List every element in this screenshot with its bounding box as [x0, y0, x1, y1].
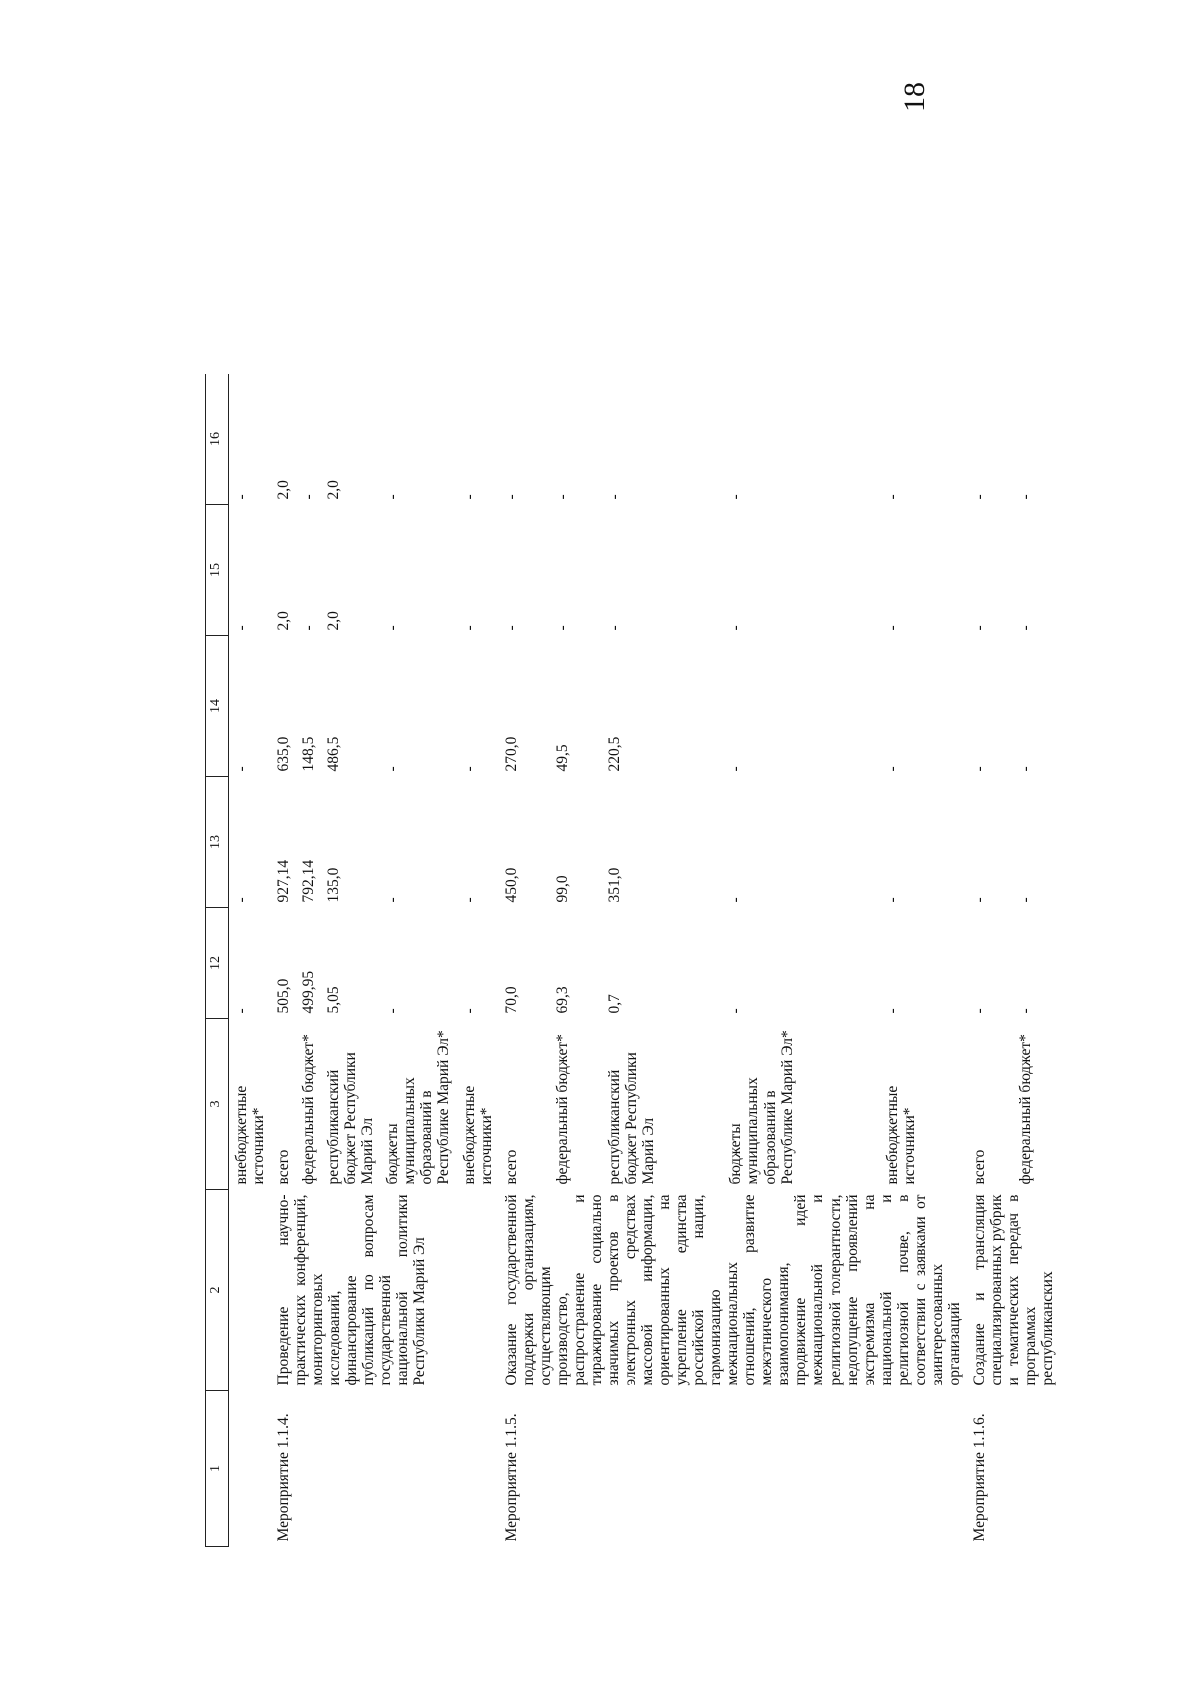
funding-source: бюджеты муниципальных образований в Республике Марий Эл* — [727, 1030, 796, 1185]
activity-code: Мероприятие 1.1.5. — [502, 1413, 520, 1542]
column-header: 2 — [206, 1190, 229, 1391]
value-cell: 2,0 — [275, 611, 293, 631]
value-cell: - — [727, 625, 745, 631]
value-cell: - — [1017, 766, 1035, 772]
value-cell: 351,0 — [605, 867, 623, 903]
column-header: 16 — [206, 374, 229, 505]
value-cell: - — [384, 1008, 402, 1014]
value-cell: 135,0 — [325, 867, 343, 903]
page-number: 18 — [898, 82, 931, 112]
value-cell: - — [233, 494, 250, 500]
funding-source: республиканский бюджет Республики Марий Эл — [605, 1052, 657, 1185]
value-cell: 450,0 — [502, 867, 520, 903]
value-cell: - — [1017, 1008, 1035, 1014]
value-cell: - — [727, 1008, 745, 1014]
value-cell: - — [884, 766, 902, 772]
value-cell: 270,0 — [502, 736, 520, 772]
value-cell: - — [884, 897, 902, 903]
value-cell: - — [727, 897, 745, 903]
funding-source: федеральный бюджет* — [300, 1034, 318, 1185]
funding-source: бюджеты муниципальных образований в Республике Марий Эл* — [384, 1030, 453, 1185]
value-cell: 635,0 — [275, 736, 293, 772]
value-cell: - — [1017, 897, 1035, 903]
value-cell: - — [970, 625, 988, 631]
value-cell: - — [884, 494, 902, 500]
value-cell: 69,3 — [554, 986, 572, 1014]
value-cell: 49,5 — [554, 744, 572, 772]
column-header: 13 — [206, 777, 229, 908]
value-cell: 2,0 — [325, 611, 343, 631]
column-header: 14 — [206, 636, 229, 777]
value-cell: - — [384, 625, 402, 631]
value-cell: - — [233, 1008, 250, 1014]
value-cell: - — [460, 625, 478, 631]
funding-source: федеральный бюджет* — [554, 1034, 572, 1185]
activity-code: Мероприятие 1.1.6. — [970, 1413, 988, 1542]
value-cell: - — [502, 625, 520, 631]
funding-source: республиканский бюджет Республики Марий Эл — [325, 1052, 377, 1185]
funding-source: всего — [970, 1149, 988, 1185]
value-cell: - — [460, 1008, 478, 1014]
value-cell: 792,14 — [300, 859, 318, 903]
value-cell: - — [233, 625, 250, 631]
value-cell: 0,7 — [605, 994, 623, 1014]
value-cell: 505,0 — [275, 978, 293, 1014]
value-cell: 927,14 — [275, 859, 293, 903]
funding-source: федеральный бюджет* — [1017, 1034, 1035, 1185]
value-cell: - — [554, 494, 572, 500]
funding-source: внебюджетные источники* — [233, 1085, 268, 1185]
value-cell: - — [384, 494, 402, 500]
value-cell: - — [233, 766, 250, 772]
table-row — [271, 374, 296, 1547]
value-cell: - — [384, 766, 402, 772]
value-cell: - — [300, 494, 318, 500]
funding-source: внебюджетные источники* — [884, 1085, 919, 1185]
value-cell: 70,0 — [502, 986, 520, 1014]
value-cell: 148,5 — [300, 736, 318, 772]
activity-name: Оказание государственной поддержки организациям, осуществляющим производство, распространение и тиражирование социально значимых проектов в электронных средствах массовой информации, ориентированных на укрепление единства российской нации, гармонизацию межнациональных отношений, развитие межэтнического взаимопонимания, продвижение идей межнациональной и религиозной толерантности, недопущение проявлений экстремизма на национальной и религиозной почве, в соответствии с заявками от заинтересованных организаций — [502, 1194, 963, 1386]
value-cell: - — [727, 766, 745, 772]
value-cell: - — [970, 1008, 988, 1014]
activity-name: Создание и трансляция специализированных рубрик и тематических передач в программах республиканских — [970, 1194, 1057, 1386]
value-cell: - — [605, 625, 623, 631]
table-row — [967, 374, 1014, 1547]
value-cell: 486,5 — [325, 736, 343, 772]
activity-name: Проведение научно-практических конференций, мониторинговых исследований, финансирование публикаций по вопросам государственной национальной политики Республики Марий Эл — [275, 1194, 429, 1386]
funding-source: внебюджетные источники* — [460, 1085, 495, 1185]
value-cell: - — [970, 766, 988, 772]
value-cell: 99,0 — [554, 875, 572, 903]
value-cell: - — [384, 897, 402, 903]
value-cell: 2,0 — [325, 480, 343, 500]
value-cell: - — [460, 766, 478, 772]
column-header: 15 — [206, 505, 229, 636]
value-cell: - — [233, 897, 250, 903]
activity-code: Мероприятие 1.1.4. — [275, 1413, 293, 1542]
value-cell: - — [884, 625, 902, 631]
rotated-page-content — [0, 197, 1200, 1697]
value-cell: 2,0 — [275, 480, 293, 500]
value-cell: - — [1017, 494, 1035, 500]
value-cell: - — [970, 494, 988, 500]
value-cell: - — [502, 494, 520, 500]
value-cell: 220,5 — [605, 736, 623, 772]
value-cell: - — [605, 494, 623, 500]
table-row — [499, 374, 551, 1547]
value-cell: 5,05 — [325, 986, 343, 1014]
funding-source: всего — [502, 1149, 520, 1185]
value-cell: - — [727, 494, 745, 500]
value-cell: - — [460, 494, 478, 500]
value-cell: - — [300, 625, 318, 631]
column-header: 1 — [206, 1391, 229, 1547]
value-cell: - — [460, 897, 478, 903]
financing-table — [205, 374, 1060, 1547]
column-header: 3 — [206, 1019, 229, 1190]
value-cell: 499,95 — [300, 970, 318, 1014]
value-cell: - — [554, 625, 572, 631]
value-cell: - — [884, 1008, 902, 1014]
funding-source: всего — [275, 1149, 293, 1185]
value-cell: - — [1017, 625, 1035, 631]
value-cell: - — [970, 897, 988, 903]
column-number-row — [206, 374, 229, 1547]
column-header: 12 — [206, 908, 229, 1019]
table-row — [229, 374, 272, 1547]
